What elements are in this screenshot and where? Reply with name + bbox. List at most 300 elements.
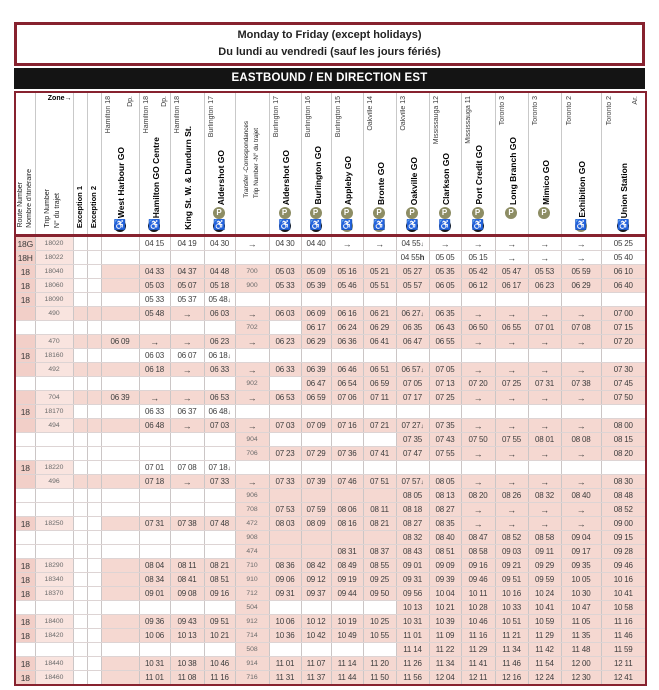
hamilton-centre-cell: 06 48 <box>139 419 170 433</box>
appleby-cell: 05 46 <box>331 279 363 293</box>
union-cell <box>601 293 646 307</box>
continues-arrow-icon: → <box>473 238 483 249</box>
continues-arrow-icon: → <box>576 420 586 431</box>
route-cell: 18 <box>15 279 35 293</box>
union-cell: 09 28 <box>601 545 646 559</box>
bronte-cell: 11 50 <box>363 671 396 686</box>
wheelchair-icon: ♿ <box>617 220 630 231</box>
hamilton-centre-cell: 07 01 <box>139 461 170 475</box>
exception2-cell <box>87 251 101 265</box>
union-cell: 05 25 <box>601 236 646 251</box>
exception2-cell <box>87 377 101 391</box>
burlington-cell: 06 29 <box>301 335 331 349</box>
appleby-cell: 07 46 <box>331 475 363 489</box>
continues-arrow-icon: → <box>540 392 549 403</box>
burlington-cell <box>301 601 331 615</box>
mimico-cell <box>528 307 561 321</box>
continues-arrow-icon: → <box>507 448 516 459</box>
hamilton-centre-cell <box>139 433 170 447</box>
exhibition-cell: 09 04 <box>561 531 601 545</box>
exception2-cell <box>87 657 101 671</box>
oakville-cell: 06 27↓ <box>396 307 429 321</box>
exception2-cell <box>87 405 101 419</box>
station-zone: Hamilton 18 <box>173 96 181 134</box>
long-branch-cell: 11 21 <box>495 629 528 643</box>
continues-arrow-icon: → <box>540 238 549 249</box>
king-dundurn-cell: 04 37 <box>170 265 204 279</box>
trip-cell: 18400 <box>35 615 73 629</box>
clarkson-cell: 10 21 <box>429 601 461 615</box>
west-harbour-cell <box>101 293 139 307</box>
mimico-cell: 11 42 <box>528 643 561 657</box>
union-cell: 08 52 <box>601 503 646 517</box>
continues-arrow-icon: → <box>375 238 384 249</box>
exception1-cell <box>73 447 87 461</box>
trip-cell: 18170 <box>35 405 73 419</box>
route-cell: 18 <box>15 349 35 363</box>
timetable-row <box>15 615 646 629</box>
exhibition-cell <box>561 251 601 265</box>
aldershot-cell: 06 53 <box>269 391 301 405</box>
aldershot-cell: 08 36 <box>269 559 301 573</box>
station-name: Bronte GO <box>375 162 386 205</box>
union-cell: 11 59 <box>601 643 646 657</box>
exhibition-cell <box>561 293 601 307</box>
aldershot-cell: 10 36 <box>269 629 301 643</box>
continues-arrow-icon: → <box>150 392 159 403</box>
continues-below-icon: ↓ <box>420 367 424 374</box>
exception2-cell <box>87 321 101 335</box>
burlington-cell: 05 09 <box>301 265 331 279</box>
exception1-cell <box>73 587 87 601</box>
exception2-cell <box>87 559 101 573</box>
continues-arrow-icon: → <box>507 518 516 529</box>
station-zone: Hamilton 18 <box>142 96 150 134</box>
appleby-cell: 08 16 <box>331 517 363 531</box>
aldershot-cell <box>269 531 301 545</box>
exhibition-cell: 10 47 <box>561 601 601 615</box>
clarkson-cell: 11 34 <box>429 657 461 671</box>
union-cell: 11 46 <box>601 629 646 643</box>
bronte-cell <box>363 349 396 363</box>
aldershot-dp-cell: 07 03 <box>204 419 235 433</box>
continues-arrow-icon: → <box>247 476 257 487</box>
exception1-cell <box>73 433 87 447</box>
exhibition-cell: 08 08 <box>561 433 601 447</box>
exception2-cell <box>87 503 101 517</box>
wheelchair-icon: ♿ <box>574 220 587 231</box>
union-cell: 06 40 <box>601 279 646 293</box>
continues-arrow-icon: → <box>247 336 257 347</box>
long-branch-cell: 11 46 <box>495 657 528 671</box>
clarkson-cell: 05 05 <box>429 251 461 265</box>
aldershot-dp-cell <box>204 531 235 545</box>
exception2-cell <box>87 391 101 405</box>
clarkson-cell: 11 09 <box>429 629 461 643</box>
oakville-cell: 08 18 <box>396 503 429 517</box>
port-credit-cell: 08 47 <box>461 531 495 545</box>
aldershot-cell <box>269 377 301 391</box>
aldershot-dp-cell <box>204 377 235 391</box>
union-cell <box>601 349 646 363</box>
timetable-row <box>15 489 646 503</box>
mimico-cell <box>528 503 561 517</box>
burlington-cell: 07 09 <box>301 419 331 433</box>
route-cell: 18 <box>15 587 35 601</box>
burlington-cell: 06 17 <box>301 321 331 335</box>
aldershot-dp-cell <box>204 447 235 461</box>
oakville-cell: 04 55↓ <box>396 236 429 251</box>
continues-arrow-icon: → <box>576 476 586 487</box>
west-harbour-cell <box>101 349 139 363</box>
station-zone: Toronto 3 <box>531 96 539 126</box>
exception1-cell <box>73 489 87 503</box>
continues-arrow-icon: → <box>576 252 586 263</box>
trip-cell: 18460 <box>35 671 73 686</box>
continues-arrow-icon: → <box>182 336 192 347</box>
oakville-cell: 11 01 <box>396 629 429 643</box>
appleby-cell <box>331 405 363 419</box>
clarkson-cell: 12 04 <box>429 671 461 686</box>
hamilton-centre-cell: 07 31 <box>139 517 170 531</box>
long-branch-cell: 06 55 <box>495 321 528 335</box>
mimico-cell: 09 59 <box>528 573 561 587</box>
timetable-row <box>15 251 646 265</box>
column-header-king-dundurn <box>170 92 204 236</box>
port-credit-cell <box>461 363 495 377</box>
west-harbour-cell <box>101 629 139 643</box>
transfer-cell <box>235 335 269 349</box>
union-cell: 08 30 <box>601 475 646 489</box>
king-dundurn-cell <box>170 335 204 349</box>
transfer-cell: 906 <box>235 489 269 503</box>
hamilton-centre-cell: 05 48 <box>139 307 170 321</box>
continues-arrow-icon: → <box>247 420 257 431</box>
hamilton-centre-cell: 04 15 <box>139 236 170 251</box>
clarkson-cell: 08 27 <box>429 503 461 517</box>
timetable-row <box>15 321 646 335</box>
trip-cell <box>35 489 73 503</box>
bronte-cell: 05 21 <box>363 265 396 279</box>
bronte-cell: 06 29 <box>363 321 396 335</box>
mimico-cell <box>528 236 561 251</box>
west-harbour-cell <box>101 475 139 489</box>
transfer-cell: 912 <box>235 615 269 629</box>
trip-cell: 18370 <box>35 587 73 601</box>
trip-cell: 496 <box>35 475 73 489</box>
parking-icon: P <box>213 207 225 219</box>
king-dundurn-cell: 09 08 <box>170 587 204 601</box>
exception1-cell <box>73 377 87 391</box>
exception1-cell <box>73 671 87 686</box>
king-dundurn-cell: 07 08 <box>170 461 204 475</box>
exception2-cell <box>87 629 101 643</box>
bronte-cell: 07 11 <box>363 391 396 405</box>
bronte-cell: 05 51 <box>363 279 396 293</box>
exception1-cell <box>73 475 87 489</box>
transfer-cell <box>235 405 269 419</box>
hamilton-centre-cell <box>139 251 170 265</box>
king-dundurn-cell <box>170 321 204 335</box>
mimico-cell <box>528 293 561 307</box>
burlington-cell: 09 37 <box>301 587 331 601</box>
port-credit-cell <box>461 236 495 251</box>
exception1-cell <box>73 629 87 643</box>
exhibition-cell: 05 59 <box>561 265 601 279</box>
aldershot-cell: 06 03 <box>269 307 301 321</box>
transfer-cell: 716 <box>235 671 269 686</box>
route-cell <box>15 391 35 405</box>
king-dundurn-cell <box>170 391 204 405</box>
west-harbour-cell <box>101 363 139 377</box>
port-credit-cell <box>461 335 495 349</box>
wheelchair-icon: ♿ <box>213 220 226 231</box>
transfer-cell: 508 <box>235 643 269 657</box>
appleby-cell <box>331 293 363 307</box>
mimico-cell <box>528 461 561 475</box>
parking-icon: P <box>472 207 484 219</box>
bronte-cell <box>363 461 396 475</box>
burlington-cell <box>301 545 331 559</box>
aldershot-cell: 05 03 <box>269 265 301 279</box>
exception1-cell <box>73 643 87 657</box>
port-credit-cell <box>461 475 495 489</box>
continues-arrow-icon: → <box>440 238 450 249</box>
appleby-cell: 06 46 <box>331 363 363 377</box>
union-cell: 08 00 <box>601 419 646 433</box>
aldershot-dp-cell: 11 16 <box>204 671 235 686</box>
continues-arrow-icon: → <box>576 448 586 459</box>
aldershot-dp-cell <box>204 503 235 517</box>
aldershot-cell <box>269 405 301 419</box>
oakville-cell: 07 57↓ <box>396 475 429 489</box>
continues-arrow-icon: → <box>182 308 192 319</box>
bronte-cell: 07 21 <box>363 419 396 433</box>
union-cell: 09 46 <box>601 559 646 573</box>
column-header-aldershot-dp <box>204 92 235 236</box>
hamilton-centre-cell <box>139 531 170 545</box>
west-harbour-cell <box>101 405 139 419</box>
west-harbour-cell <box>101 307 139 321</box>
bronte-cell: 08 37 <box>363 545 396 559</box>
transfer-cell: 504 <box>235 601 269 615</box>
zone-row-label: Zone→ <box>47 95 72 102</box>
hamilton-centre-cell <box>139 643 170 657</box>
burlington-cell <box>301 531 331 545</box>
exhibition-cell <box>561 363 601 377</box>
timetable-row <box>15 405 646 419</box>
timetable-row <box>15 335 646 349</box>
mimico-cell: 11 29 <box>528 629 561 643</box>
transfer-cell: 474 <box>235 545 269 559</box>
port-credit-cell: 10 28 <box>461 601 495 615</box>
oakville-cell: 04 55h <box>396 251 429 265</box>
west-harbour-cell <box>101 489 139 503</box>
burlington-cell: 05 39 <box>301 279 331 293</box>
appleby-cell: 09 44 <box>331 587 363 601</box>
timetable-row <box>15 461 646 475</box>
wheelchair-icon: ♿ <box>148 220 161 231</box>
continues-arrow-icon: → <box>473 504 483 515</box>
bronte-cell: 08 11 <box>363 503 396 517</box>
bronte-cell <box>363 251 396 265</box>
king-dundurn-cell: 05 07 <box>170 279 204 293</box>
continues-arrow-icon: → <box>540 420 549 431</box>
transfer-cell <box>235 307 269 321</box>
oakville-cell: 05 27 <box>396 265 429 279</box>
transfer-cell: 706 <box>235 447 269 461</box>
mimico-cell: 10 59 <box>528 615 561 629</box>
aldershot-dp-cell: 04 30 <box>204 236 235 251</box>
station-zone: Mississauga 12 <box>432 96 440 145</box>
port-credit-cell <box>461 419 495 433</box>
aldershot-dp-cell <box>204 601 235 615</box>
clarkson-cell: 11 22 <box>429 643 461 657</box>
burlington-cell <box>301 643 331 657</box>
oakville-cell: 06 35 <box>396 321 429 335</box>
parking-icon: P <box>279 207 291 219</box>
wheelchair-icon: ♿ <box>471 220 484 231</box>
exhibition-cell <box>561 461 601 475</box>
exhibition-cell <box>561 517 601 531</box>
aldershot-cell <box>269 293 301 307</box>
union-cell: 07 00 <box>601 307 646 321</box>
transfer-cell <box>235 419 269 433</box>
union-cell: 10 16 <box>601 573 646 587</box>
trip-cell <box>35 503 73 517</box>
aldershot-dp-cell <box>204 489 235 503</box>
station-zone: Burlington 16 <box>304 96 312 138</box>
long-branch-cell: 09 51 <box>495 573 528 587</box>
station-name: Exhibition GO <box>576 161 587 218</box>
hamilton-centre-cell: 09 36 <box>139 615 170 629</box>
aldershot-dp-cell: 07 48 <box>204 517 235 531</box>
long-branch-cell <box>495 251 528 265</box>
union-cell: 07 50 <box>601 391 646 405</box>
port-credit-cell <box>461 349 495 363</box>
route-cell <box>15 643 35 657</box>
west-harbour-cell <box>101 587 139 601</box>
long-branch-cell: 12 16 <box>495 671 528 686</box>
long-branch-cell <box>495 419 528 433</box>
continues-arrow-icon: → <box>507 252 516 263</box>
exception1-cell <box>73 405 87 419</box>
timetable-row <box>15 545 646 559</box>
west-harbour-cell <box>101 251 139 265</box>
king-dundurn-cell <box>170 307 204 321</box>
column-header-bronte <box>363 92 396 236</box>
long-branch-cell <box>495 461 528 475</box>
aldershot-dp-cell <box>204 643 235 657</box>
parking-icon: P <box>373 207 385 219</box>
trip-cell: 18440 <box>35 657 73 671</box>
continues-arrow-icon: → <box>473 392 483 403</box>
parking-icon: P <box>341 207 353 219</box>
hamilton-centre-cell: 06 18 <box>139 363 170 377</box>
oakville-cell: 08 27 <box>396 517 429 531</box>
bronte-cell: 06 51 <box>363 363 396 377</box>
union-cell: 09 15 <box>601 531 646 545</box>
port-credit-cell: 05 15 <box>461 251 495 265</box>
long-branch-cell: 09 21 <box>495 559 528 573</box>
burlington-cell: 06 59 <box>301 391 331 405</box>
transfer-cell <box>235 363 269 377</box>
clarkson-cell: 07 25 <box>429 391 461 405</box>
mimico-cell: 10 24 <box>528 587 561 601</box>
trip-cell: 18290 <box>35 559 73 573</box>
union-cell: 10 41 <box>601 587 646 601</box>
king-dundurn-cell <box>170 475 204 489</box>
long-branch-cell <box>495 293 528 307</box>
aldershot-cell <box>269 601 301 615</box>
appleby-cell <box>331 531 363 545</box>
king-dundurn-cell <box>170 363 204 377</box>
mimico-cell: 05 53 <box>528 265 561 279</box>
continues-below-icon: ↓ <box>227 465 231 472</box>
trip-cell: 18020 <box>35 236 73 251</box>
west-harbour-cell <box>101 657 139 671</box>
aldershot-cell <box>269 461 301 475</box>
route-cell: 18 <box>15 517 35 531</box>
burlington-cell <box>301 349 331 363</box>
port-credit-cell <box>461 307 495 321</box>
aldershot-dp-cell: 08 21 <box>204 559 235 573</box>
route-cell <box>15 363 35 377</box>
mimico-cell: 10 41 <box>528 601 561 615</box>
burlington-cell <box>301 251 331 265</box>
port-credit-cell <box>461 293 495 307</box>
hamilton-centre-cell <box>139 447 170 461</box>
exception1-cell <box>73 335 87 349</box>
station-zone: Burlington 17 <box>207 96 215 138</box>
port-credit-cell <box>461 503 495 517</box>
trip-cell: 18250 <box>35 517 73 531</box>
route-cell: 18 <box>15 265 35 279</box>
route-cell <box>15 489 35 503</box>
burlington-cell: 10 12 <box>301 615 331 629</box>
port-credit-cell: 06 12 <box>461 279 495 293</box>
west-harbour-cell <box>101 321 139 335</box>
continues-arrow-icon: → <box>473 476 483 487</box>
hamilton-centre-cell: 07 18 <box>139 475 170 489</box>
route-cell <box>15 531 35 545</box>
clarkson-cell: 07 43 <box>429 433 461 447</box>
king-dundurn-cell <box>170 601 204 615</box>
bronte-cell <box>363 293 396 307</box>
route-cell: 18 <box>15 461 35 475</box>
exception2-cell <box>87 671 101 686</box>
station-zone: Oakville 13 <box>399 96 407 131</box>
route-cell <box>15 447 35 461</box>
burlington-cell <box>301 461 331 475</box>
wheelchair-icon: ♿ <box>278 220 291 231</box>
trip-number-label-fr: N° du trajet <box>53 192 61 228</box>
continues-arrow-icon: → <box>182 476 192 487</box>
station-zone: Burlington 15 <box>334 96 342 138</box>
exhibition-cell: 06 29 <box>561 279 601 293</box>
timetable-page <box>14 22 645 686</box>
oakville-cell: 07 17 <box>396 391 429 405</box>
clarkson-cell <box>429 293 461 307</box>
continues-arrow-icon: → <box>150 336 159 347</box>
west-harbour-cell <box>101 503 139 517</box>
long-branch-cell <box>495 475 528 489</box>
aldershot-dp-cell: 05 18 <box>204 279 235 293</box>
exhibition-cell <box>561 307 601 321</box>
station-zone: Mississauga 11 <box>464 96 472 144</box>
oakville-cell: 06 47 <box>396 335 429 349</box>
trip-cell <box>35 531 73 545</box>
